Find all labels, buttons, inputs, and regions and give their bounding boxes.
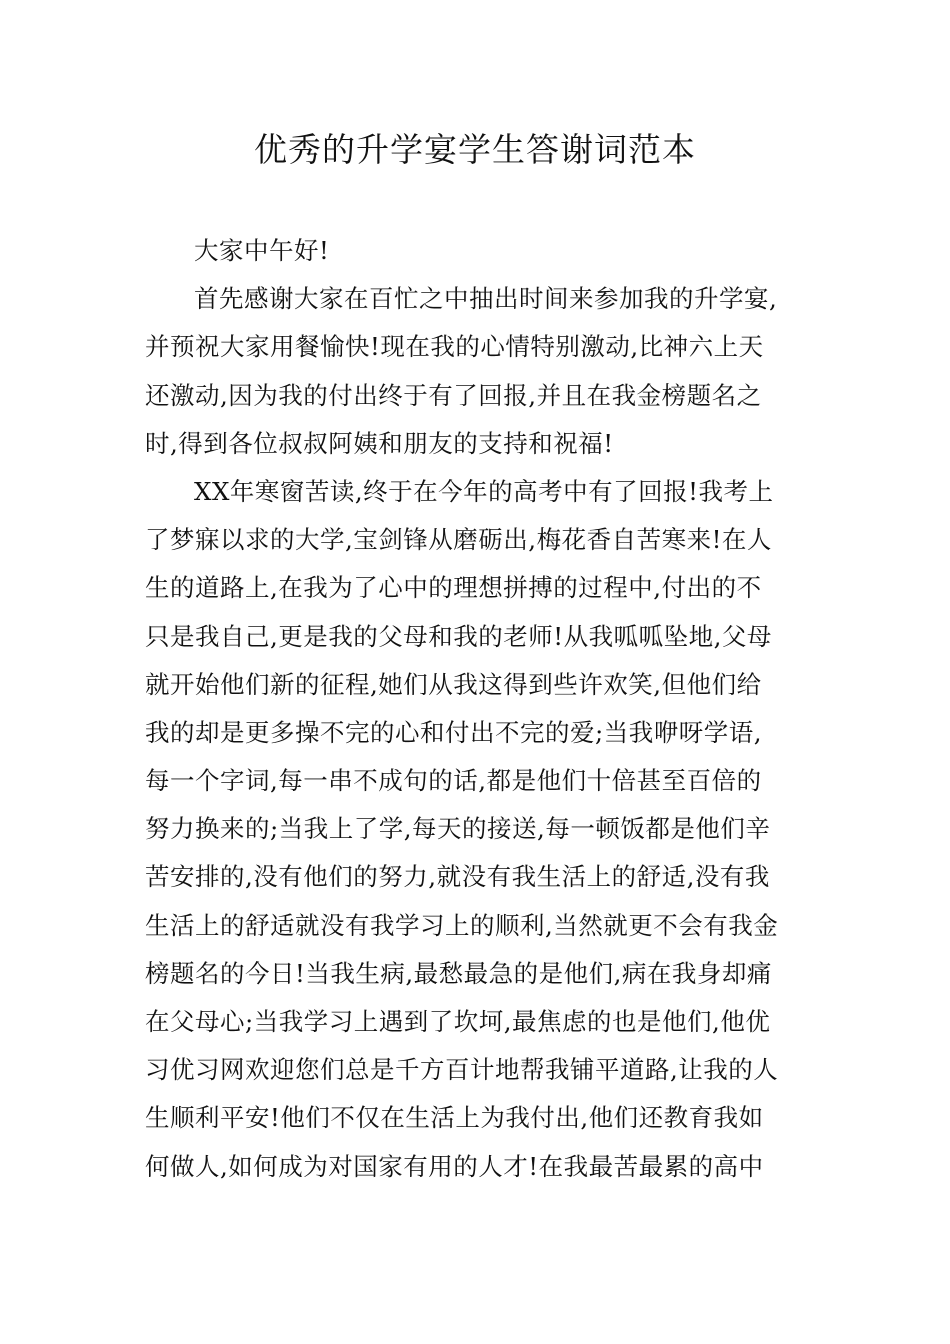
paragraph-line: XX年寒窗苦读,终于在今年的高考中有了回报!我考上: [194, 476, 774, 506]
paragraph-line: 在父母心;当我学习上遇到了坎坷,最焦虑的也是他们,他优: [145, 1007, 771, 1036]
paragraph-line: 了梦寐以求的大学,宝剑锋从磨砺出,梅花香自苦寒来!在人: [145, 525, 772, 555]
document-title: 优秀的升学宴学生答谢词范本: [254, 130, 696, 169]
greeting-line: 大家中午好!: [194, 236, 330, 265]
paragraph-line: 苦安排的,没有他们的努力,就没有我生活上的舒适,没有我: [145, 862, 770, 892]
paragraph-line: 每一个字词,每一串不成句的话,都是他们十倍甚至百倍的: [145, 766, 762, 796]
paragraph-line: 生的道路上,在我为了心中的理想拼搏的过程中,付出的不: [145, 573, 762, 603]
paragraph-line: 努力换来的;当我上了学,每天的接送,每一顿饭都是他们辛: [145, 814, 771, 844]
paragraph-line: 榜题名的今日!当我生病,最愁最急的是他们,病在我身却痛: [145, 958, 772, 988]
paragraph-line: 就开始他们新的征程,她们从我这得到些许欢笑,但他们给: [145, 669, 762, 699]
paragraph-line: 生活上的舒适就没有我学习上的顺利,当然就更不会有我金: [145, 910, 779, 940]
paragraph-line: 还激动,因为我的付出终于有了回报,并且在我金榜题名之: [145, 380, 762, 410]
paragraph-line: 生顺利平安!他们不仅在生活上为我付出,他们还教育我如: [145, 1103, 764, 1133]
document-body: [145, 227, 810, 1191]
paragraph-line: 我的却是更多操不完的心和付出不完的爱;当我咿呀学语,: [145, 717, 763, 747]
paragraph-line: 只是我自己,更是我的父母和我的老师!从我呱呱坠地,父母: [145, 621, 772, 651]
paragraph-line: 习优习网欢迎您们总是千方百计地帮我铺平道路,让我的人: [145, 1055, 779, 1085]
paragraph-line: 并预祝大家用餐愉快!现在我的心情特别激动,比神六上天: [145, 332, 764, 362]
paragraph-line: 首先感谢大家在百忙之中抽出时间来参加我的升学宴,: [194, 284, 778, 314]
paragraph-line: 何做人,如何成为对国家有用的人才!在我最苦最累的高中: [145, 1151, 764, 1181]
paragraph-line: 时,得到各位叔叔阿姨和朋友的支持和祝福!: [145, 428, 614, 458]
